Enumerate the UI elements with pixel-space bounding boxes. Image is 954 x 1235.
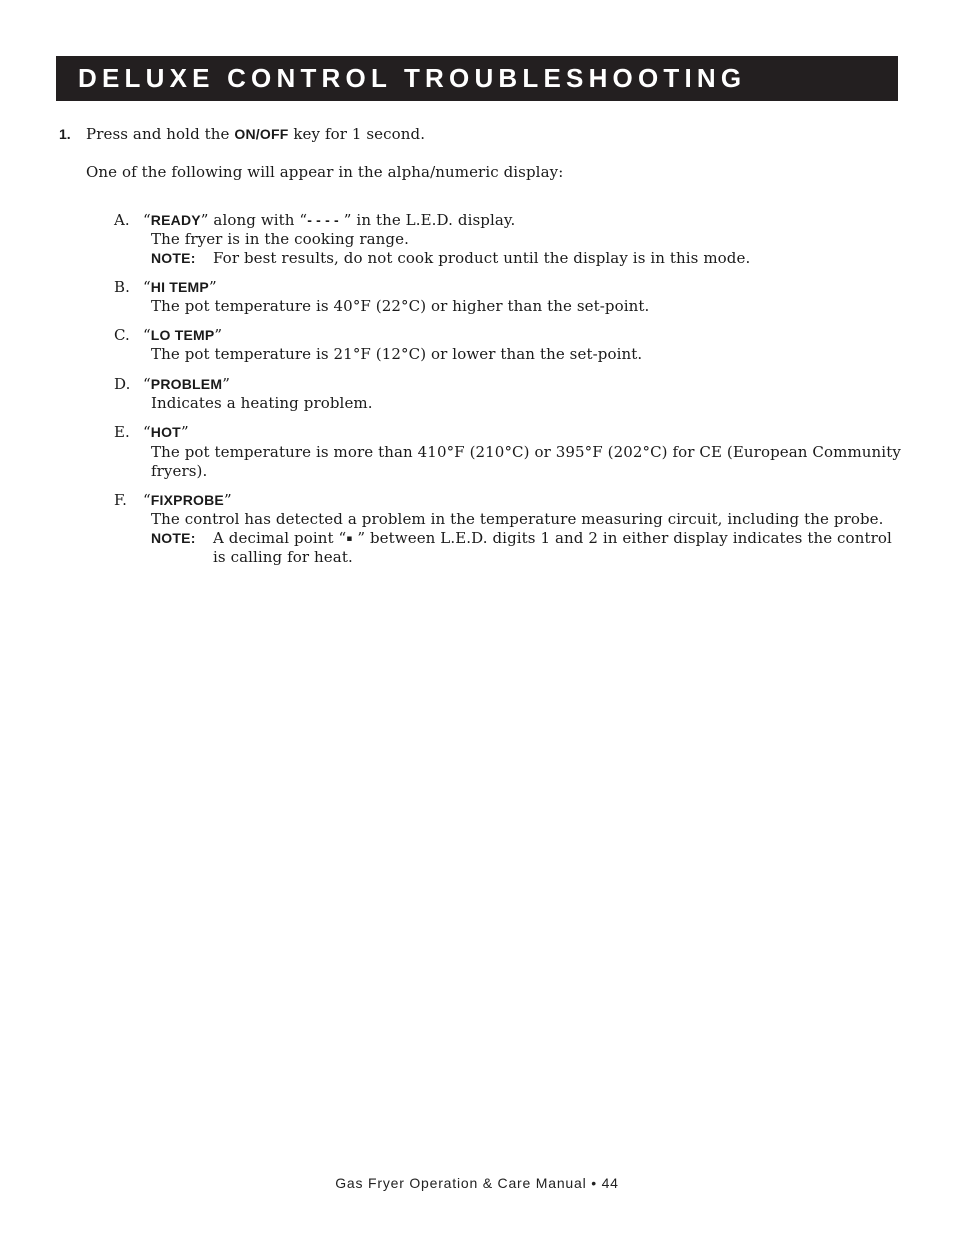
item-f-letter: F.	[114, 491, 128, 509]
lo-temp-code: LO TEMP	[150, 327, 215, 343]
hot-code: HOT	[150, 424, 181, 440]
item-a-note	[151, 249, 196, 268]
hi-temp-code: HI TEMP	[150, 279, 209, 295]
item-e-description: The pot temperature is more than 410°F (210°C) or 395°F (202°C) for CE (European Community	[151, 443, 901, 461]
section-title-banner	[56, 56, 898, 101]
item-a-letter: A.	[114, 211, 130, 229]
item-a-heading: “READY” along with “- - - - ” in the L.E.D. display.	[143, 211, 516, 229]
item-b-description: The pot temperature is 40°F (22°C) or higher than the set-point.	[151, 297, 650, 315]
item-b-heading: “HI TEMP”	[143, 278, 217, 296]
led-dashes: - - - -	[307, 212, 339, 228]
item-b-letter: B.	[114, 278, 130, 296]
item-f-note-text: A decimal point “▪ ” between L.E.D. digits 1 and 2 in either display indicates the control	[213, 529, 892, 547]
item-d-letter: D.	[114, 375, 131, 393]
item-e-description-cont: fryers).	[151, 462, 208, 480]
decimal-point-icon: ▪	[346, 534, 353, 544]
on-off-key-label: ON/OFF	[234, 126, 289, 142]
item-c-letter: C.	[114, 326, 130, 344]
item-f-description: The control has detected a problem in the temperature measuring circuit, including the probe.	[151, 510, 884, 528]
item-f-heading: “FIXPROBE”	[143, 491, 232, 509]
item-f-note	[151, 529, 196, 548]
item-e-letter: E.	[114, 423, 130, 441]
item-c-description: The pot temperature is 21°F (12°C) or lower than the set-point.	[151, 345, 643, 363]
item-f-note-text-cont: is calling for heat.	[213, 548, 353, 566]
item-e-heading: “HOT”	[143, 423, 189, 441]
intro-text: One of the following will appear in the alpha/numeric display:	[86, 163, 564, 181]
page-footer: Gas Fryer Operation & Care Manual • 44	[335, 1175, 619, 1191]
problem-code: PROBLEM	[150, 376, 223, 392]
ready-code: READY	[150, 212, 201, 228]
step-1-text: Press and hold the ON/OFF key for 1 second.	[86, 125, 426, 143]
item-a-note-text: For best results, do not cook product until the display is in this mode.	[213, 249, 751, 267]
page-title: DELUXE CONTROL TROUBLESHOOTING	[78, 63, 747, 93]
note-label: NOTE:	[151, 530, 196, 546]
step-number: 1.	[59, 126, 71, 142]
item-c-heading: “LO TEMP”	[143, 326, 223, 344]
fixprobe-code: FIXPROBE	[150, 492, 224, 508]
item-a-description: The fryer is in the cooking range.	[151, 230, 409, 248]
note-label: NOTE:	[151, 250, 196, 266]
item-d-description: Indicates a heating problem.	[151, 394, 373, 412]
item-d-heading: “PROBLEM”	[143, 375, 230, 393]
